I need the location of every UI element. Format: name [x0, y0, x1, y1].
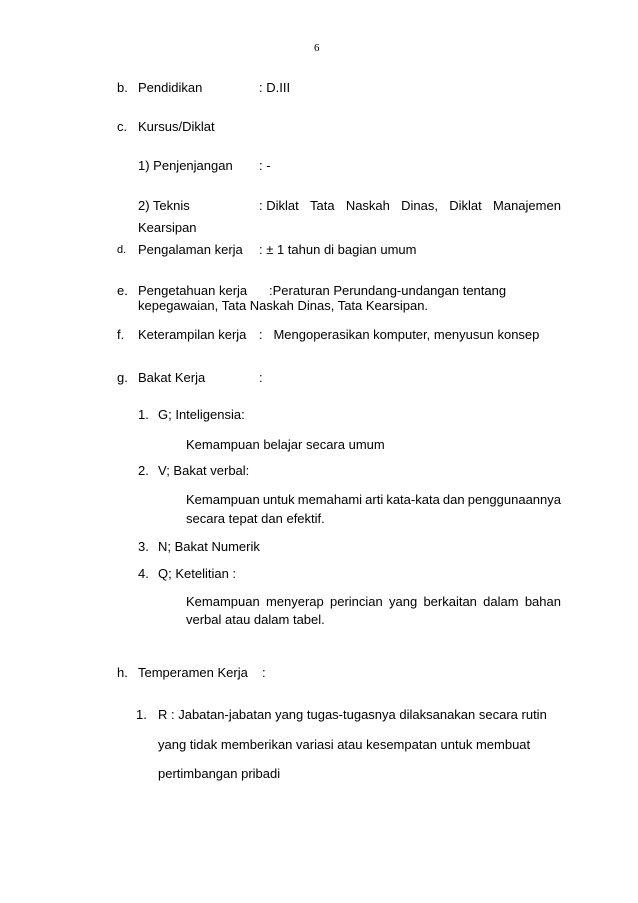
item-h-label: Temperamen Kerja [138, 665, 248, 680]
h-item-1-line1: R : Jabatan-jabatan yang tugas-tugasnya dilaksanakan secara rutin [158, 707, 547, 722]
g-item-4-num: 4. [138, 566, 149, 581]
item-e-continuation: kepegawaian, Tata Naskah Dinas, Tata Kearsipan. [138, 298, 429, 313]
word: Diklat [449, 198, 482, 213]
item-e-value: :Peraturan Perundang-undangan tentang [269, 283, 507, 298]
word: berkaitan [423, 594, 477, 609]
word: dalam [483, 594, 519, 609]
item-b-letter: b. [117, 80, 128, 95]
g-item-1-desc: Kemampuan belajar secara umum [186, 437, 385, 452]
h-item-1-line2: yang tidak memberikan variasi atau kesempatan untuk membuat [158, 737, 531, 752]
word: kata-kata [386, 492, 440, 507]
word: : Diklat [259, 198, 299, 213]
item-g-colon: : [259, 370, 263, 385]
item-c-label: Kursus/Diklat [138, 119, 215, 134]
item-c-letter: c. [117, 119, 128, 134]
g-item-2-desc-line1 [186, 492, 561, 508]
item-h-colon: : [262, 665, 266, 680]
g-item-2-num: 2. [138, 463, 149, 478]
g-item-4-desc-line2: verbal atau dalam tabel. [186, 612, 325, 627]
h-item-1-num: 1. [136, 707, 147, 722]
word: Kemampuan [186, 594, 260, 609]
item-b-label: Pendidikan [138, 80, 203, 95]
item-e-label: Pengetahuan kerja [138, 283, 248, 298]
word: perincian [330, 594, 383, 609]
word: penggunaannya [467, 492, 561, 507]
word: yang [389, 594, 418, 609]
g-item-1-title: G; Inteligensia: [158, 407, 245, 422]
item-c-sub2-value [259, 198, 561, 214]
item-f-label: Keterampilan kerja [138, 327, 247, 342]
word: bahan [524, 594, 561, 609]
word: memahami [297, 492, 363, 507]
item-e-letter: e. [117, 283, 128, 298]
word: Manajemen [493, 198, 561, 213]
item-c-sub2-continuation: Kearsipan [138, 220, 197, 235]
item-f-letter: f. [117, 327, 125, 342]
g-item-1-num: 1. [138, 407, 149, 422]
g-item-4-title: Q; Ketelitian : [158, 566, 237, 581]
page-number: 6 [314, 42, 320, 54]
item-c-sub2-label: 2) Teknis [138, 198, 190, 213]
item-h-letter: h. [117, 665, 128, 680]
g-item-4-desc-line1 [186, 594, 561, 610]
item-c-sub1-label: 1) Penjenjangan [138, 158, 233, 173]
item-g-label: Bakat Kerja [138, 370, 206, 385]
g-item-2-title: V; Bakat verbal: [158, 463, 250, 478]
g-item-2-desc-line2: secara tepat dan efektif. [186, 511, 325, 526]
item-d-value: : ± 1 tahun di bagian umum [259, 242, 417, 257]
word: menyerap [265, 594, 324, 609]
item-f-value: : Mengoperasikan komputer, menyusun konsep [259, 327, 540, 342]
item-b-value: : D.III [259, 80, 291, 95]
word: dan [442, 492, 465, 507]
item-d-label: Pengalaman kerja [138, 242, 243, 257]
g-item-3-title: N; Bakat Numerik [158, 539, 260, 554]
item-g-letter: g. [117, 370, 128, 385]
word: arti [365, 492, 384, 507]
word: Dinas, [401, 198, 438, 213]
word: Kemampuan [186, 492, 260, 507]
h-item-1-line3: pertimbangan pribadi [158, 766, 281, 781]
item-d-letter: d. [117, 244, 127, 256]
word: untuk [262, 492, 295, 507]
g-item-3-num: 3. [138, 539, 149, 554]
word: Naskah [345, 198, 390, 213]
word: Tata [309, 198, 335, 213]
item-c-sub1-value: : - [259, 158, 271, 173]
